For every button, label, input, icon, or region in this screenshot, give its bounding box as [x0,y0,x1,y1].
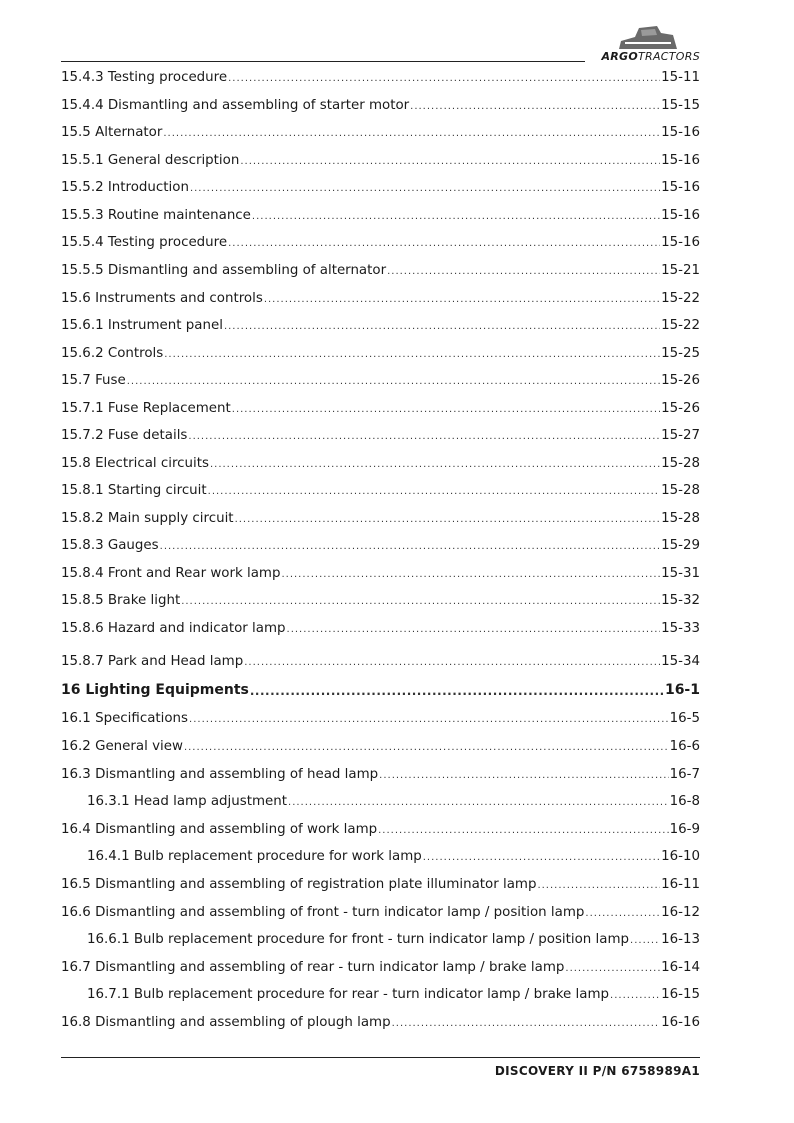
tractor-icon [617,24,679,50]
toc-entry[interactable] [87,791,700,811]
dot-leader [164,347,660,363]
toc-entry[interactable] [61,95,700,115]
dot-leader [208,484,660,500]
toc-entry-page: 16-12 [661,905,700,920]
footer-rule [61,1057,700,1058]
toc-entry-page: 15-33 [661,621,700,636]
dot-leader [127,374,660,390]
toc-entry-page: 16-15 [661,987,700,1002]
dot-leader [235,512,661,528]
dot-leader [410,99,660,115]
toc-entry-title: 15.5.2 Introduction [61,180,189,195]
toc-entry-title: 15.8.7 Park and Head lamp [61,654,244,669]
toc-entry[interactable] [61,508,700,528]
dot-leader [188,429,660,445]
dot-leader [392,1016,660,1032]
toc-entry-page: 15-16 [661,235,700,250]
dot-leader [184,740,669,756]
dot-leader [387,264,660,280]
toc-entry-title: 16.4 Dismantling and assembling of work lamp [61,822,378,837]
dot-leader [228,236,660,252]
toc-entry-title: 15.8.5 Brake light [61,593,181,608]
toc-entry-page: 15-16 [661,125,700,140]
dot-leader [565,961,660,977]
toc-entry-page: 15-29 [661,538,700,553]
toc-entry-title: 15.8.4 Front and Rear work lamp [61,566,281,581]
toc-entry-page: 15-22 [661,291,700,306]
toc-entry-page: 15-26 [661,401,700,416]
dot-leader [423,850,660,866]
toc-entry[interactable] [61,1012,700,1032]
toc-entry[interactable] [87,846,700,866]
toc-entry-title: 16.8 Dismantling and assembling of plough lamp [61,1015,391,1030]
toc-entry-title: 16.1 Specifications [61,711,189,726]
dot-leader [232,402,660,418]
toc-entry-title: 16.6.1 Bulb replacement procedure for front - turn indicator lamp / position lamp [87,932,630,947]
dot-leader [224,319,660,335]
toc-entry-title: 16.5 Dismantling and assembling of registration plate illuminator lamp [61,877,537,892]
toc-entry-title: 16.7.1 Bulb replacement procedure for rear - turn indicator lamp / brake lamp [87,987,610,1002]
toc-entry[interactable] [61,957,700,977]
toc-entry-title: 15.7 Fuse [61,373,126,388]
document-reference: DISCOVERY II P/N 6758989A1 [494,1064,700,1078]
brand-logo [585,22,700,64]
toc-entry-title: 15.5.5 Dismantling and assembling of alternator [61,263,387,278]
toc-entry-page: 16-6 [669,739,700,754]
dot-leader [630,933,660,949]
toc-entry[interactable] [61,651,700,671]
toc-entry-title: 16.4.1 Bulb replacement procedure for work lamp [87,849,422,864]
toc-entry[interactable] [61,122,700,142]
toc-entry-title: 15.5.3 Routine maintenance [61,208,251,223]
toc-entry[interactable] [61,563,700,583]
dot-leader [160,539,660,555]
toc-entry[interactable] [61,902,700,922]
toc-entry-page: 15-31 [661,566,700,581]
toc-entry[interactable] [87,984,700,1004]
toc-entry[interactable] [61,535,700,555]
toc-entry[interactable] [61,708,700,728]
toc-entry-title: 15.4.4 Dismantling and assembling of starter motor [61,98,410,113]
toc-entry-page: 15-26 [661,373,700,388]
toc-entry-page: 16-7 [669,767,700,782]
toc-entry-title: 15.8.6 Hazard and indicator lamp [61,621,286,636]
toc-entry-title: 16.6 Dismantling and assembling of front - turn indicator lamp / position lamp [61,905,585,920]
dot-leader [189,712,669,728]
toc-entry[interactable] [87,929,700,949]
toc-entry[interactable] [61,736,700,756]
toc-entry-title: 15.8 Electrical circuits [61,456,209,471]
toc-entry-page: 15-11 [661,70,700,85]
toc-entry-title: 16.2 General view [61,739,183,754]
toc-entry-page: 15-32 [661,593,700,608]
dot-leader [264,292,660,308]
toc-entry[interactable] [61,288,700,308]
toc-entry[interactable] [61,67,700,87]
toc-entry-page: 16-8 [669,794,700,809]
toc-entry-title: 16.3.1 Head lamp adjustment [87,794,288,809]
toc-entry-page: 16-10 [661,849,700,864]
toc-entry-title: 15.6.1 Instrument panel [61,318,223,333]
toc-entry-title: 15.8.2 Main supply circuit [61,511,234,526]
toc-entry-page: 16-5 [669,711,700,726]
dot-leader [287,622,661,638]
toc-entry-title: 15.6 Instruments and controls [61,291,263,306]
toc-entry[interactable] [61,177,700,197]
toc-entry-page: 16-9 [669,822,700,837]
toc-entry[interactable] [61,425,700,445]
toc-entry-page: 15-25 [661,346,700,361]
toc-entry-title: 15.5.4 Testing procedure [61,235,228,250]
toc-entry[interactable] [61,819,700,839]
dot-leader [190,181,660,197]
toc-entry-page: 16-14 [661,960,700,975]
toc-entry-title: 15.7.1 Fuse Replacement [61,401,231,416]
toc-entry[interactable] [61,453,700,473]
toc-entry-title: 15.6.2 Controls [61,346,164,361]
toc-entry-page: 16-16 [661,1015,700,1030]
dot-leader [228,71,660,87]
toc-entry-page: 16-13 [661,932,700,947]
toc-entry-page: 15-28 [661,456,700,471]
dot-leader [244,655,660,671]
toc-entry-page: 15-27 [661,428,700,443]
dot-leader [379,768,668,784]
dot-leader [181,594,660,610]
dot-leader [537,878,660,894]
toc-entry-page: 15-28 [661,511,700,526]
toc-entry[interactable] [61,315,700,335]
toc-entry-title: 15.7.2 Fuse details [61,428,188,443]
toc-entry[interactable] [61,874,700,894]
toc-entry-title: 16.7 Dismantling and assembling of rear - turn indicator lamp / brake lamp [61,960,565,975]
dot-leader [288,795,669,811]
dot-leader [610,988,660,1004]
toc-entry[interactable] [61,150,700,170]
brand-bold: ARGO [601,50,639,63]
toc-entry-page: 15-34 [661,654,700,669]
toc-entry-title: 16.3 Dismantling and assembling of head lamp [61,767,379,782]
brand-wordmark [601,51,700,63]
toc-entry-title: 15.5.1 General description [61,153,240,168]
toc-entry-page: 15-15 [661,98,700,113]
toc-entry-title: 15.4.3 Testing procedure [61,70,228,85]
toc-entry-title: 15.5 Alternator [61,125,163,140]
toc-entry-title: 15.8.3 Gauges [61,538,159,553]
toc-entry-page: 16-11 [661,877,700,892]
dot-leader [163,126,660,142]
toc-entry[interactable] [61,618,700,638]
toc-entry[interactable] [61,343,700,363]
toc-entry[interactable] [61,370,700,390]
toc-entry-page: 15-28 [661,483,700,498]
toc-entry-title: 16 Lighting Equipments [61,682,249,698]
toc-entry-page: 15-16 [661,208,700,223]
toc-entry-title: 15.8.1 Starting circuit [61,483,207,498]
page-header [61,22,700,64]
toc-entry-page: 15-16 [661,153,700,168]
toc-entry[interactable] [61,764,700,784]
dot-leader [585,906,660,922]
dot-leader [252,209,660,225]
toc-entry-page: 16-1 [664,682,700,698]
toc-entry[interactable] [61,260,700,280]
toc-entry[interactable] [61,480,700,500]
toc-entry-page: 15-22 [661,318,700,333]
toc-entry[interactable] [61,232,700,252]
brand-rest: TRACTORS [638,50,700,63]
dot-leader [281,567,660,583]
toc-entry[interactable] [61,205,700,225]
toc-entry[interactable] [61,590,700,610]
toc-chapter-entry[interactable] [61,679,700,699]
toc-entry[interactable] [61,398,700,418]
dot-leader [250,683,664,699]
dot-leader [210,457,660,473]
dot-leader [240,154,660,170]
dot-leader [378,823,668,839]
toc-entry-page: 15-21 [661,263,700,278]
toc-entry-page: 15-16 [661,180,700,195]
